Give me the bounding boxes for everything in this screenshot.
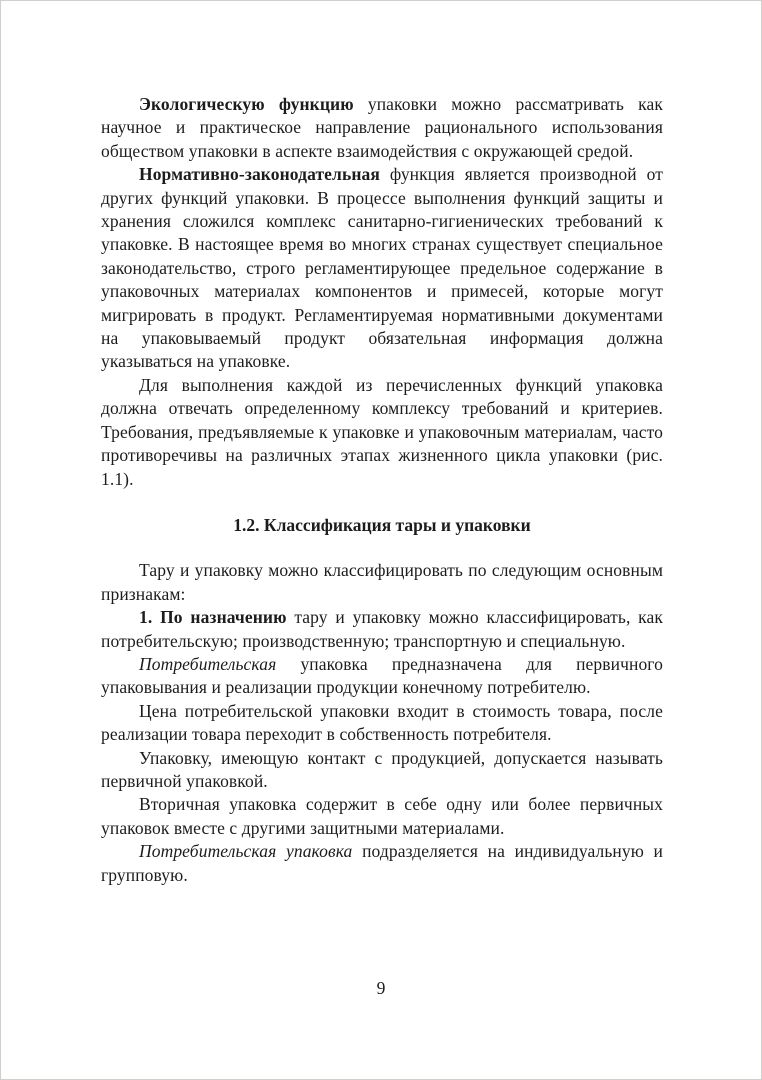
text-blocks (101, 93, 663, 887)
paragraph (101, 93, 663, 163)
text-run: 1.2. Классификация тары и упаковки (233, 514, 531, 535)
text-run: 1. По назначению (139, 607, 287, 628)
text-run: упаковки можно рассматривать как научное и практическое направление рационального использования обществом упаковки в аспекте взаимодействия с окружающей средой. (101, 94, 663, 161)
text-run: Потребительская упаковка (139, 841, 353, 862)
text-run: подразделяется на индивидуальную и групповую. (101, 841, 663, 885)
text-run: тару и упаковку можно классифицировать, как потребительскую; производственную; транспортную и специальную. (101, 607, 663, 651)
paragraph (101, 374, 663, 491)
paragraph (101, 163, 663, 374)
section-heading (101, 514, 663, 537)
text-run: Цена потребительской упаковки входит в стоимость товара, после реализации товара переходит в собственность потребителя. (101, 700, 663, 745)
paragraph (101, 840, 663, 887)
text-run: Нормативно-законодательная (139, 164, 380, 185)
paragraph (101, 606, 663, 653)
paragraph (101, 793, 663, 840)
paragraph (101, 700, 663, 747)
text-run: Экологическую функцию (139, 94, 354, 114)
text-run: Для выполнения каждой из перечисленных функций упаковка должна отвечать определенному комплексу требований и критериев. Требования, предъявляемые к упаковке и упаковочным материалам, часто противоречивы на различных этапах жизненного цикла упаковки (рис. 1.1). (101, 374, 663, 489)
paragraph (101, 653, 663, 700)
text-run: упаковка предназначена для первичного упаковывания и реализации продукции конечному потребителю. (101, 653, 663, 698)
text-run: функция является производной от других функций упаковки. В процессе выполнения функций защиты и хранения сложился комплекс санитарно-гигиенических требований к упаковке. В настоящее время во многих странах существует специальное законодательство, строго регламентирующее предельное содержание в упаковочных материалах компонентов и примесей, которые могут мигрировать в продукт. Регламентируемая нормативными документами на упаковываемый продукт обязательная информация должна указываться на упаковке. (101, 164, 663, 372)
text-run: Потребительская (139, 653, 277, 674)
text-run: Тару и упаковку можно классифицировать по следующим основным признакам: (101, 560, 663, 604)
text-run: Упаковку, имеющую контакт с продукцией, допускается называть первичной упаковкой. (101, 747, 663, 791)
paragraph (101, 747, 663, 794)
paragraph (101, 559, 663, 606)
text-run: Вторичная упаковка содержит в себе одну или более первичных упаковок вместе с другими защитными материалами. (101, 794, 663, 838)
page-number: 9 (376, 978, 386, 998)
